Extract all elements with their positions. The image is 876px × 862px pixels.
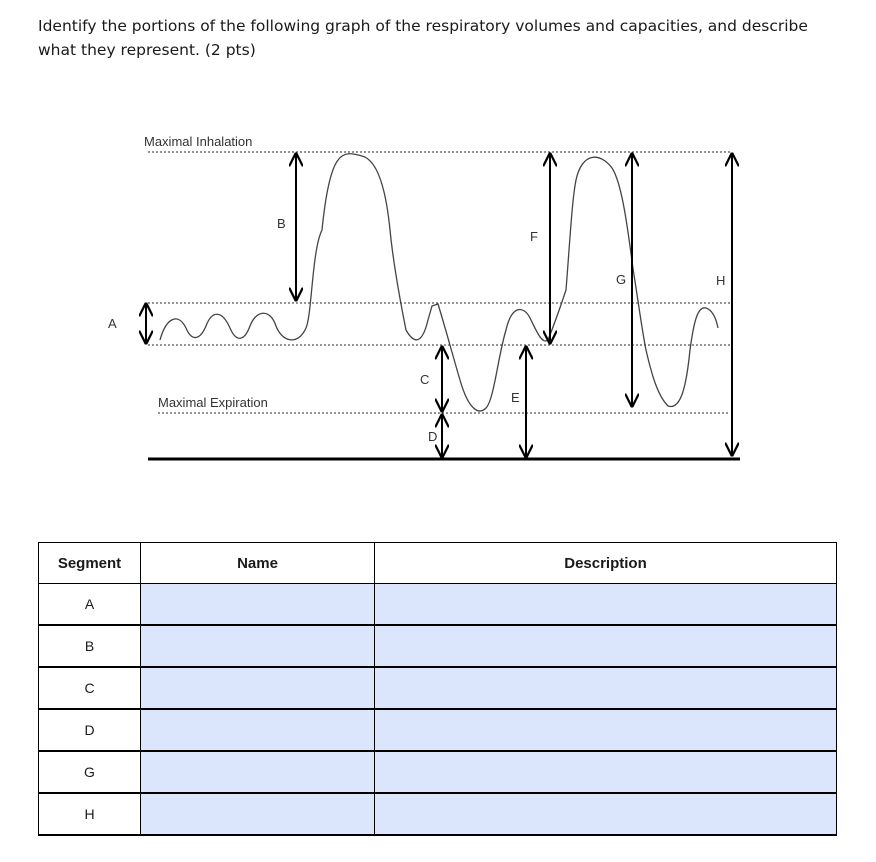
segment-cell: H — [39, 793, 141, 835]
breathing-trace — [160, 154, 718, 411]
segment-label-h: H — [716, 273, 726, 288]
segment-label-g: G — [616, 272, 627, 287]
name-answer-cell[interactable] — [141, 584, 375, 626]
segment-label-b: B — [277, 216, 286, 231]
header-name: Name — [141, 543, 375, 584]
question-text: Identify the portions of the following graph of the respiratory volumes and capacities, and describe what they represent. (2 pts) — [38, 17, 808, 59]
name-answer-cell[interactable] — [141, 793, 375, 835]
table-header-row — [39, 543, 837, 584]
label-maximal-expiration: Maximal Expiration — [158, 395, 268, 410]
table-row — [39, 793, 837, 835]
segment-cell: D — [39, 709, 141, 751]
label-maximal-inhalation: Maximal Inhalation — [144, 134, 253, 149]
segment-label-d: D — [428, 429, 438, 444]
spirogram-diagram — [0, 120, 876, 480]
table-row — [39, 625, 837, 667]
table-row — [39, 584, 837, 626]
segment-cell: A — [39, 584, 141, 626]
name-answer-cell[interactable] — [141, 667, 375, 709]
segment-cell: G — [39, 751, 141, 793]
description-answer-cell[interactable] — [375, 751, 837, 793]
header-segment: Segment — [39, 543, 141, 584]
table-row — [39, 751, 837, 793]
header-description: Description — [375, 543, 837, 584]
description-answer-cell[interactable] — [375, 709, 837, 751]
table-row — [39, 709, 837, 751]
segment-label-e: E — [511, 390, 520, 405]
name-answer-cell[interactable] — [141, 751, 375, 793]
description-answer-cell[interactable] — [375, 793, 837, 835]
table-row — [39, 667, 837, 709]
segment-label-f: F — [530, 229, 538, 244]
segment-label-a: A — [108, 316, 117, 331]
segment-label-c: C — [420, 372, 430, 387]
description-answer-cell[interactable] — [375, 584, 837, 626]
name-answer-cell[interactable] — [141, 709, 375, 751]
description-answer-cell[interactable] — [375, 625, 837, 667]
segment-cell: B — [39, 625, 141, 667]
answer-table — [38, 542, 837, 836]
segment-cell: C — [39, 667, 141, 709]
description-answer-cell[interactable] — [375, 667, 837, 709]
reference-lines — [148, 152, 730, 413]
name-answer-cell[interactable] — [141, 625, 375, 667]
